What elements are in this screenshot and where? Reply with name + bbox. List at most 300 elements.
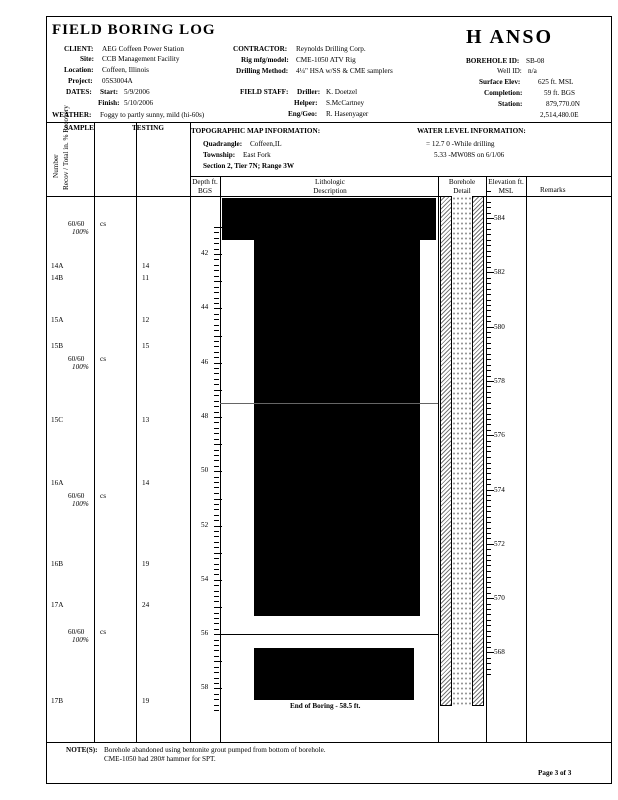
elevation-tick-mark [486, 392, 491, 393]
depth-tick-mark [214, 558, 219, 559]
elevation-tick-label: 572 [494, 539, 505, 548]
elevation-tick-mark [486, 614, 491, 615]
elevation-tick-mark [486, 234, 491, 235]
depth-tick-mark [214, 232, 219, 233]
depth-tick-mark [214, 439, 219, 440]
depth-tick-mark [214, 341, 219, 342]
depth-tick-mark [214, 493, 219, 494]
page-title: FIELD BORING LOG [52, 22, 216, 38]
station2-value: 2,514,480.0E [540, 111, 579, 119]
project-value: 05S3004A [102, 77, 133, 85]
borehole-grout-column [451, 196, 473, 706]
depth-tick-mark [214, 694, 219, 695]
dates-label: DATES: [66, 88, 92, 96]
stratum-boundary [220, 403, 438, 404]
elevation-tick-mark [486, 196, 491, 197]
driller-label: Driller: [297, 88, 321, 96]
depth-tick-mark [214, 417, 222, 418]
elevation-tick-mark [486, 528, 491, 529]
elevation-tick-mark [486, 419, 491, 420]
sample-number: 15C [51, 416, 63, 424]
completion-label: Completion: [484, 89, 523, 97]
depth-tick-mark [214, 564, 219, 565]
depth-tick-label: 42 [201, 249, 209, 257]
elevation-tick-mark [486, 517, 491, 518]
elevation-tick-mark [486, 267, 491, 268]
depth-tick-mark [214, 650, 219, 651]
depth-tick-mark [214, 325, 219, 326]
depth-tick-label: 44 [201, 303, 209, 312]
elevation-tick-mark [486, 283, 491, 284]
elevation-tick-mark [486, 408, 491, 409]
sample-blow-count: 13 [142, 416, 150, 424]
depth-tick-mark [214, 683, 219, 684]
depth-tick-mark [214, 607, 222, 608]
enggeo-value: R. Hasenyager [326, 110, 369, 118]
end-of-boring: End of Boring - 58.5 ft. [290, 702, 361, 710]
depth-tick-mark [214, 580, 222, 581]
water-line2: 5.33 -MW08S on 6/1/06 [434, 151, 505, 159]
rig-value: CME-1050 ATV Rig [296, 56, 356, 64]
elevation-tick-label: 582 [494, 268, 505, 277]
sample-percent: 100% [72, 500, 89, 508]
elevation-tick-mark [486, 386, 491, 387]
col-sep-2 [136, 122, 137, 742]
water-line1: = 12.7 0 -While drilling [426, 140, 495, 148]
elevation-tick-mark [486, 262, 491, 263]
depth-tick-mark [214, 395, 219, 396]
depth-tick-mark [214, 270, 219, 271]
elevation-tick-mark [486, 251, 491, 252]
depth-tick-mark [214, 596, 219, 597]
elev-label: Surface Elev: [479, 78, 521, 86]
quad-label: Quadrangle: [203, 140, 243, 148]
elevation-tick-mark [486, 538, 491, 539]
weather-value: Foggy to partly sunny, mild (hi-60s) [100, 111, 205, 119]
elevation-tick-mark [486, 310, 491, 311]
depth-tick-mark [214, 656, 219, 657]
station-label: Station: [498, 100, 523, 108]
elevation-tick-mark [486, 354, 491, 355]
station-value: 879,770.0N [546, 100, 580, 108]
depth-tick-mark [214, 509, 219, 510]
elevation-tick-mark [486, 593, 491, 594]
depth-tick-mark [214, 705, 219, 706]
sample-blow-count: 19 [142, 560, 150, 568]
depth-tick-mark [214, 373, 219, 374]
client-label: CLIENT: [64, 45, 94, 53]
finish-value: 5/10/2006 [124, 99, 154, 107]
testing-heading: TESTING [132, 124, 164, 132]
elevation-tick-mark [486, 397, 491, 398]
elevation-tick-mark [486, 446, 491, 447]
start-value: 5/9/2006 [124, 88, 150, 96]
elevation-tick-mark [486, 414, 491, 415]
site-value: CCB Management Facility [102, 55, 180, 63]
sample-percent: 100% [72, 636, 89, 644]
depth-tick-mark [214, 390, 222, 391]
page-number: Page 3 of 3 [538, 769, 572, 777]
sample-type: cs [100, 628, 106, 636]
method-label: Drilling Method: [236, 67, 289, 75]
elevation-tick-label: 580 [494, 322, 505, 331]
elevation-tick-mark [486, 223, 491, 224]
elevation-tick-mark [486, 631, 491, 632]
elevation-tick-mark [486, 604, 491, 605]
sample-number: 14A [51, 262, 64, 270]
elevation-tick-mark [486, 463, 491, 464]
header-divider [46, 122, 612, 123]
elevation-tick-mark [486, 430, 491, 431]
contractor-value: Reynolds Drilling Corp. [296, 45, 366, 53]
depth-tick-mark [214, 574, 219, 575]
elevation-tick-mark [486, 565, 491, 566]
elevation-tick-mark [486, 577, 491, 578]
elevation-tick-mark [486, 522, 491, 523]
township-label: Township: [203, 151, 236, 159]
depth-tick-mark [214, 585, 219, 586]
elevation-tick-mark [486, 571, 491, 572]
sample-percent: 100% [72, 228, 89, 236]
sample-blow-count: 12 [142, 316, 150, 324]
elevation-tick-mark [486, 658, 491, 659]
elevation-tick-mark [486, 381, 494, 382]
col-sep-7 [526, 176, 527, 742]
elevation-tick-mark [486, 245, 491, 246]
depth-tick-mark [214, 526, 222, 527]
depth-tick-mark [214, 710, 219, 711]
depth-tick-mark [214, 688, 222, 689]
elevation-column-header: Elevation ft. MSL [488, 178, 524, 195]
finish-label: Finish: [98, 99, 120, 107]
sample-number: 14B [51, 274, 63, 282]
depth-tick-mark [214, 536, 219, 537]
elevation-tick-mark [486, 533, 491, 534]
elevation-tick-mark [486, 598, 494, 599]
depth-tick-mark [214, 428, 219, 429]
elevation-tick-mark [486, 468, 491, 469]
elev-value: 625 ft. MSL [538, 78, 574, 86]
depth-tick-mark [214, 531, 219, 532]
depth-tick-mark [214, 515, 219, 516]
depth-tick-mark [214, 466, 219, 467]
sample-number: 17A [51, 601, 64, 609]
elevation-tick-mark [486, 473, 491, 474]
elevation-tick-mark [486, 229, 491, 230]
elevation-tick-mark [486, 544, 494, 545]
depth-column-header: Depth ft. BGS [192, 178, 218, 195]
elevation-tick-mark [486, 457, 491, 458]
elevation-tick-mark [486, 256, 491, 257]
depth-tick-mark [214, 699, 219, 700]
depth-tick-mark [214, 406, 219, 407]
depth-tick-mark [214, 455, 219, 456]
sample-number: 17B [51, 697, 63, 705]
depth-tick-mark [214, 569, 219, 570]
depth-tick-mark [214, 259, 219, 260]
sample-recovery: 60/60 [68, 492, 85, 500]
redaction-block [222, 198, 436, 240]
depth-tick-mark [214, 336, 222, 337]
township-value: East Fork [243, 151, 271, 159]
col-sep-5 [438, 176, 439, 742]
depth-tick-mark [214, 504, 219, 505]
elevation-tick-mark [486, 495, 491, 496]
sample-blow-count: 14 [142, 262, 150, 270]
depth-tick-mark [214, 384, 219, 385]
depth-tick-mark [214, 249, 219, 250]
elevation-tick-mark [486, 490, 494, 491]
elevation-tick-mark [486, 500, 491, 501]
remarks-column-header: Remarks [540, 186, 566, 194]
depth-tick-label: 58 [201, 683, 209, 692]
elevation-tick-mark [486, 560, 491, 561]
sample-number: 15A [51, 316, 64, 324]
helper-label: Helper: [294, 99, 318, 107]
elevation-tick-label: 584 [494, 214, 505, 222]
sample-recovery: 60/60 [68, 355, 85, 363]
borehole-column-header: Borehole Detail [448, 178, 476, 195]
depth-tick-mark [214, 276, 219, 277]
location-value: Coffeen, Illinois [102, 66, 149, 74]
notes-divider [46, 742, 612, 743]
sample-number: 16A [51, 479, 64, 487]
sample-type: cs [100, 220, 106, 228]
elevation-tick-mark [486, 316, 491, 317]
sample-type: cs [100, 355, 106, 363]
depth-tick-mark [214, 667, 219, 668]
column-header-top [190, 176, 612, 177]
elevation-tick-mark [486, 370, 491, 371]
depth-tick-mark [214, 678, 219, 679]
sample-blow-count: 15 [142, 342, 150, 350]
stratum-boundary [220, 634, 438, 635]
sample-type: cs [100, 492, 106, 500]
depth-tick-mark [214, 629, 219, 630]
number-rotated-label: Number [52, 154, 60, 178]
elevation-tick-mark [486, 365, 491, 366]
depth-tick-mark [214, 412, 219, 413]
elevation-tick-mark [486, 479, 491, 480]
elevation-tick-mark [486, 327, 494, 328]
sample-number: 15B [51, 342, 63, 350]
depth-tick-mark [214, 482, 219, 483]
elevation-tick-mark [486, 213, 491, 214]
depth-tick-mark [214, 672, 219, 673]
depth-tick-mark [214, 520, 219, 521]
elevation-tick-mark [486, 663, 491, 664]
elevation-tick-mark [486, 647, 491, 648]
depth-tick-mark [214, 319, 219, 320]
depth-tick-mark [214, 243, 219, 244]
elevation-tick-mark [486, 359, 491, 360]
contractor-label: CONTRACTOR: [233, 45, 288, 53]
litho-column-header: Lithologic Description [313, 178, 347, 195]
elevation-tick-label: 576 [494, 431, 505, 440]
elevation-tick-mark [486, 625, 491, 626]
helper-value: S.McCartney [326, 99, 365, 107]
notes-line2: CME-1050 had 280# hammer for SPT. [104, 755, 216, 763]
depth-tick-mark [214, 287, 219, 288]
sample-recovery: 60/60 [68, 628, 85, 636]
depth-tick-label: 50 [201, 466, 209, 475]
elevation-tick-mark [486, 207, 491, 208]
wellid-label: Well ID: [497, 67, 522, 75]
elevation-tick-mark [486, 424, 491, 425]
depth-tick-mark [214, 281, 222, 282]
elevation-tick-mark [486, 609, 491, 610]
sample-blow-count: 14 [142, 479, 150, 487]
depth-tick-mark [214, 292, 219, 293]
depth-tick-mark [214, 265, 219, 266]
elevation-tick-mark [486, 506, 491, 507]
elevation-tick-mark [486, 555, 491, 556]
elevation-tick-label: 574 [494, 485, 505, 494]
rig-label: Rig mfg/model: [241, 56, 289, 64]
depth-tick-mark [214, 613, 219, 614]
completion-value: 59 ft. BGS [544, 89, 575, 97]
start-label: Start: [100, 88, 118, 96]
depth-tick-mark [214, 450, 219, 451]
col-sep-4 [220, 176, 221, 742]
depth-tick-mark [214, 346, 219, 347]
elevation-tick-mark [486, 321, 491, 322]
elevation-tick-mark [486, 642, 491, 643]
redaction-block [254, 240, 420, 616]
col-sep-1 [94, 122, 95, 742]
elevation-tick-mark [486, 669, 491, 670]
depth-tick-label: 54 [201, 574, 209, 583]
elevation-tick-mark [486, 278, 491, 279]
depth-tick-mark [214, 553, 222, 554]
depth-tick-mark [214, 308, 222, 309]
wellid-value: n/a [528, 67, 537, 75]
depth-tick-mark [214, 487, 219, 488]
depth-tick-mark [214, 352, 219, 353]
depth-tick-label: 52 [201, 520, 209, 529]
elevation-tick-mark [486, 582, 491, 583]
depth-tick-mark [214, 471, 222, 472]
elevation-tick-mark [486, 240, 491, 241]
depth-tick-mark [214, 401, 219, 402]
elevation-tick-mark [486, 451, 491, 452]
elevation-tick-mark [486, 343, 491, 344]
elevation-tick-mark [486, 511, 491, 512]
elevation-tick-label: 578 [494, 376, 505, 385]
depth-tick-mark [214, 444, 222, 445]
recovery-rotated-label: Recov / Total in. % Recovery [62, 105, 70, 190]
weather-label: WEATHER: [52, 111, 92, 119]
quad-value: Coffeen,IL [250, 140, 282, 148]
sample-blow-count: 19 [142, 697, 150, 705]
depth-tick-mark [214, 238, 219, 239]
depth-tick-mark [214, 227, 222, 228]
depth-tick-mark [214, 422, 219, 423]
elevation-tick-label: 568 [494, 648, 505, 657]
depth-tick-mark [214, 460, 219, 461]
depth-tick-mark [214, 357, 219, 358]
borehole-value: SB-08 [526, 57, 545, 65]
depth-tick-mark [214, 298, 219, 299]
elevation-tick-mark [486, 300, 491, 301]
sample-blow-count: 24 [142, 601, 150, 609]
sample-heading: SAMPLE [64, 124, 94, 132]
location-label: Location: [64, 66, 94, 74]
elevation-tick-mark [486, 337, 491, 338]
elevation-tick-mark [486, 636, 491, 637]
section-label: Section 2, Tier 7N; Range 3W [203, 162, 295, 170]
depth-tick-label: 56 [201, 629, 209, 638]
borehole-label: BOREHOLE ID: [466, 57, 520, 65]
depth-tick-mark [214, 542, 219, 543]
driller-value: K. Doetzel [326, 88, 358, 96]
column-header-bottom [46, 196, 612, 197]
depth-tick-mark [214, 254, 222, 255]
depth-tick-mark [214, 640, 219, 641]
elevation-tick-mark [486, 441, 491, 442]
elevation-tick-mark [486, 674, 491, 675]
water-heading: WATER LEVEL INFORMATION: [417, 127, 526, 135]
elevation-tick-mark [486, 272, 494, 273]
sample-number: 16B [51, 560, 63, 568]
notes-line1: Borehole abandoned using bentonite grout pumped from bottom of borehole. [104, 746, 326, 754]
depth-tick-mark [214, 330, 219, 331]
depth-tick-mark [214, 303, 219, 304]
elevation-tick-mark [486, 587, 491, 588]
elevation-tick-mark [486, 620, 491, 621]
staff-label: FIELD STAFF: [240, 88, 289, 96]
depth-tick-mark [214, 363, 222, 364]
elevation-tick-mark [486, 652, 494, 653]
elevation-tick-label: 570 [494, 594, 505, 603]
method-value: 4¼" HSA w/SS & CME samplers [296, 67, 393, 75]
redaction-block [254, 648, 414, 700]
depth-tick-label: 46 [201, 357, 209, 366]
topo-heading: TOPOGRAPHIC MAP INFORMATION: [191, 127, 321, 135]
sample-percent: 100% [72, 363, 89, 371]
elevation-tick-mark [486, 348, 491, 349]
depth-tick-mark [214, 591, 219, 592]
depth-tick-mark [214, 645, 219, 646]
depth-tick-mark [214, 601, 219, 602]
elevation-tick-mark [486, 305, 491, 306]
elevation-tick-mark [486, 435, 494, 436]
elevation-tick-mark [486, 332, 491, 333]
elevation-tick-mark [486, 549, 491, 550]
site-label: Site: [80, 55, 94, 63]
elevation-tick-mark [486, 202, 491, 203]
depth-tick-mark [214, 547, 219, 548]
depth-tick-mark [214, 661, 222, 662]
enggeo-label: Eng/Geo: [288, 110, 318, 118]
depth-tick-mark [214, 314, 219, 315]
company-logo: H ANSO [466, 26, 554, 48]
sample-blow-count: 11 [142, 274, 149, 282]
depth-tick-mark [214, 623, 219, 624]
depth-tick-mark [214, 477, 219, 478]
depth-tick-label: 48 [201, 411, 209, 420]
project-label: Project: [68, 77, 93, 85]
col-sep-3 [190, 122, 191, 742]
sample-recovery: 60/60 [68, 220, 85, 228]
depth-tick-mark [214, 379, 219, 380]
notes-label: NOTE(S): [66, 746, 98, 754]
depth-tick-mark [214, 433, 219, 434]
elevation-tick-mark [486, 218, 494, 219]
elevation-tick-mark [486, 191, 491, 192]
elevation-tick-mark [486, 294, 491, 295]
depth-tick-mark [214, 368, 219, 369]
